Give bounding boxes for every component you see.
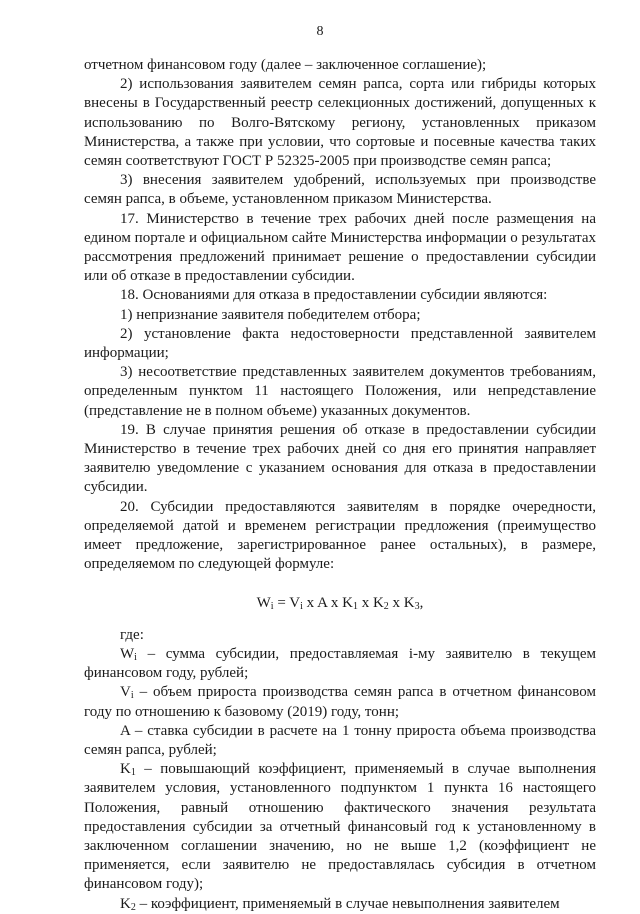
definition-vi: $V_i$ – объем прироста производства семян рапса в отчетном финансовом году по отношению к базовому (2019) году, тонн; [84,684,596,720]
paragraph: 17. Министерство в течение трех рабочих дней после размещения на едином портале и официальном сайте Министерства информации о результатах рассмотрения предложений принимает решение о предоставлении субсидии или об отказе в предоставлении субсидии. [84,210,596,285]
paragraph: 3) внесения заявителем удобрений, используемых при производстве семян рапса, в объеме, установленном приказом Министерства. [84,172,596,208]
definition-k1: $K_1$ – повышающий коэффициент, применяемый в случае выполнения заявителем условия, установленного подпунктом 1 пункта 16 настоящего Положения, равный отношению фактического значения результата предоставления субсидии за отчетный финансовый год к установленному в заключенном соглашении значению, но не выше 1,2 (коэффициент не применяется, если заявителю не предоставлялась субсидия в отчетном финансовом году); [84,761,596,893]
paragraph: 20. Субсидии предоставляются заявителям в порядке очередности, определяемой датой и временем регистрации предложения (преимущество имеет предложение, зарегистрированное ранее остальных), в размере, определяемом по следующей формуле: [84,498,596,573]
paragraph: 3) несоответствие представленных заявителем документов требованиям, определенным пунктом 11 настоящего Положения, или непредставление (представление не в полном объеме) указанных документов. [84,364,596,419]
paragraph: 18. Основаниями для отказа в предоставлении субсидии являются: [120,287,548,304]
subsidy-formula: $W_i = V_i$ x A x $K_1$ x $K_2$ x $K_3$, [256,595,424,613]
definition-k2: $K_2$ – коэффициент, применяемый в случае невыполнения заявителем [120,895,560,913]
paragraph: 1) непризнание заявителя победителем отбора; [120,306,421,323]
page-number: 8 [316,24,324,39]
paragraph: 2) установление факта недостоверности представленной заявителем информации; [84,325,596,362]
where-label: где: [120,626,144,643]
paragraph: 19. В случае принятия решения об отказе в предоставлении субсидии Министерство в течение трех рабочих дней со дня его принятия направляет заявителю уведомление с указанием основания для отказа в предоставлении субсидии. [84,421,596,496]
definition-a: A – ставка субсидии в расчете на 1 тонну прироста объема производства семян рапса, рублей; [84,722,596,758]
paragraph: отчетном финансовом году (далее – заключенное соглашение); [84,57,487,73]
document-body [84,56,596,914]
definition-wi: $W_i$ – сумма субсидии, предоставляемая i-му заявителю в текущем финансовом году, рублей; [84,645,596,682]
paragraph: 2) использования заявителем семян рапса, сорта или гибриды которых внесены в Государственный реестр селекционных достижений, допущенных к использованию по Волго-Вятскому региону, установленных приказом Министерства, а также при условии, что сортовые и посевные качества таких семян соответствуют ГОСТ Р 52325-2005 при производстве семян рапса; [84,76,596,170]
